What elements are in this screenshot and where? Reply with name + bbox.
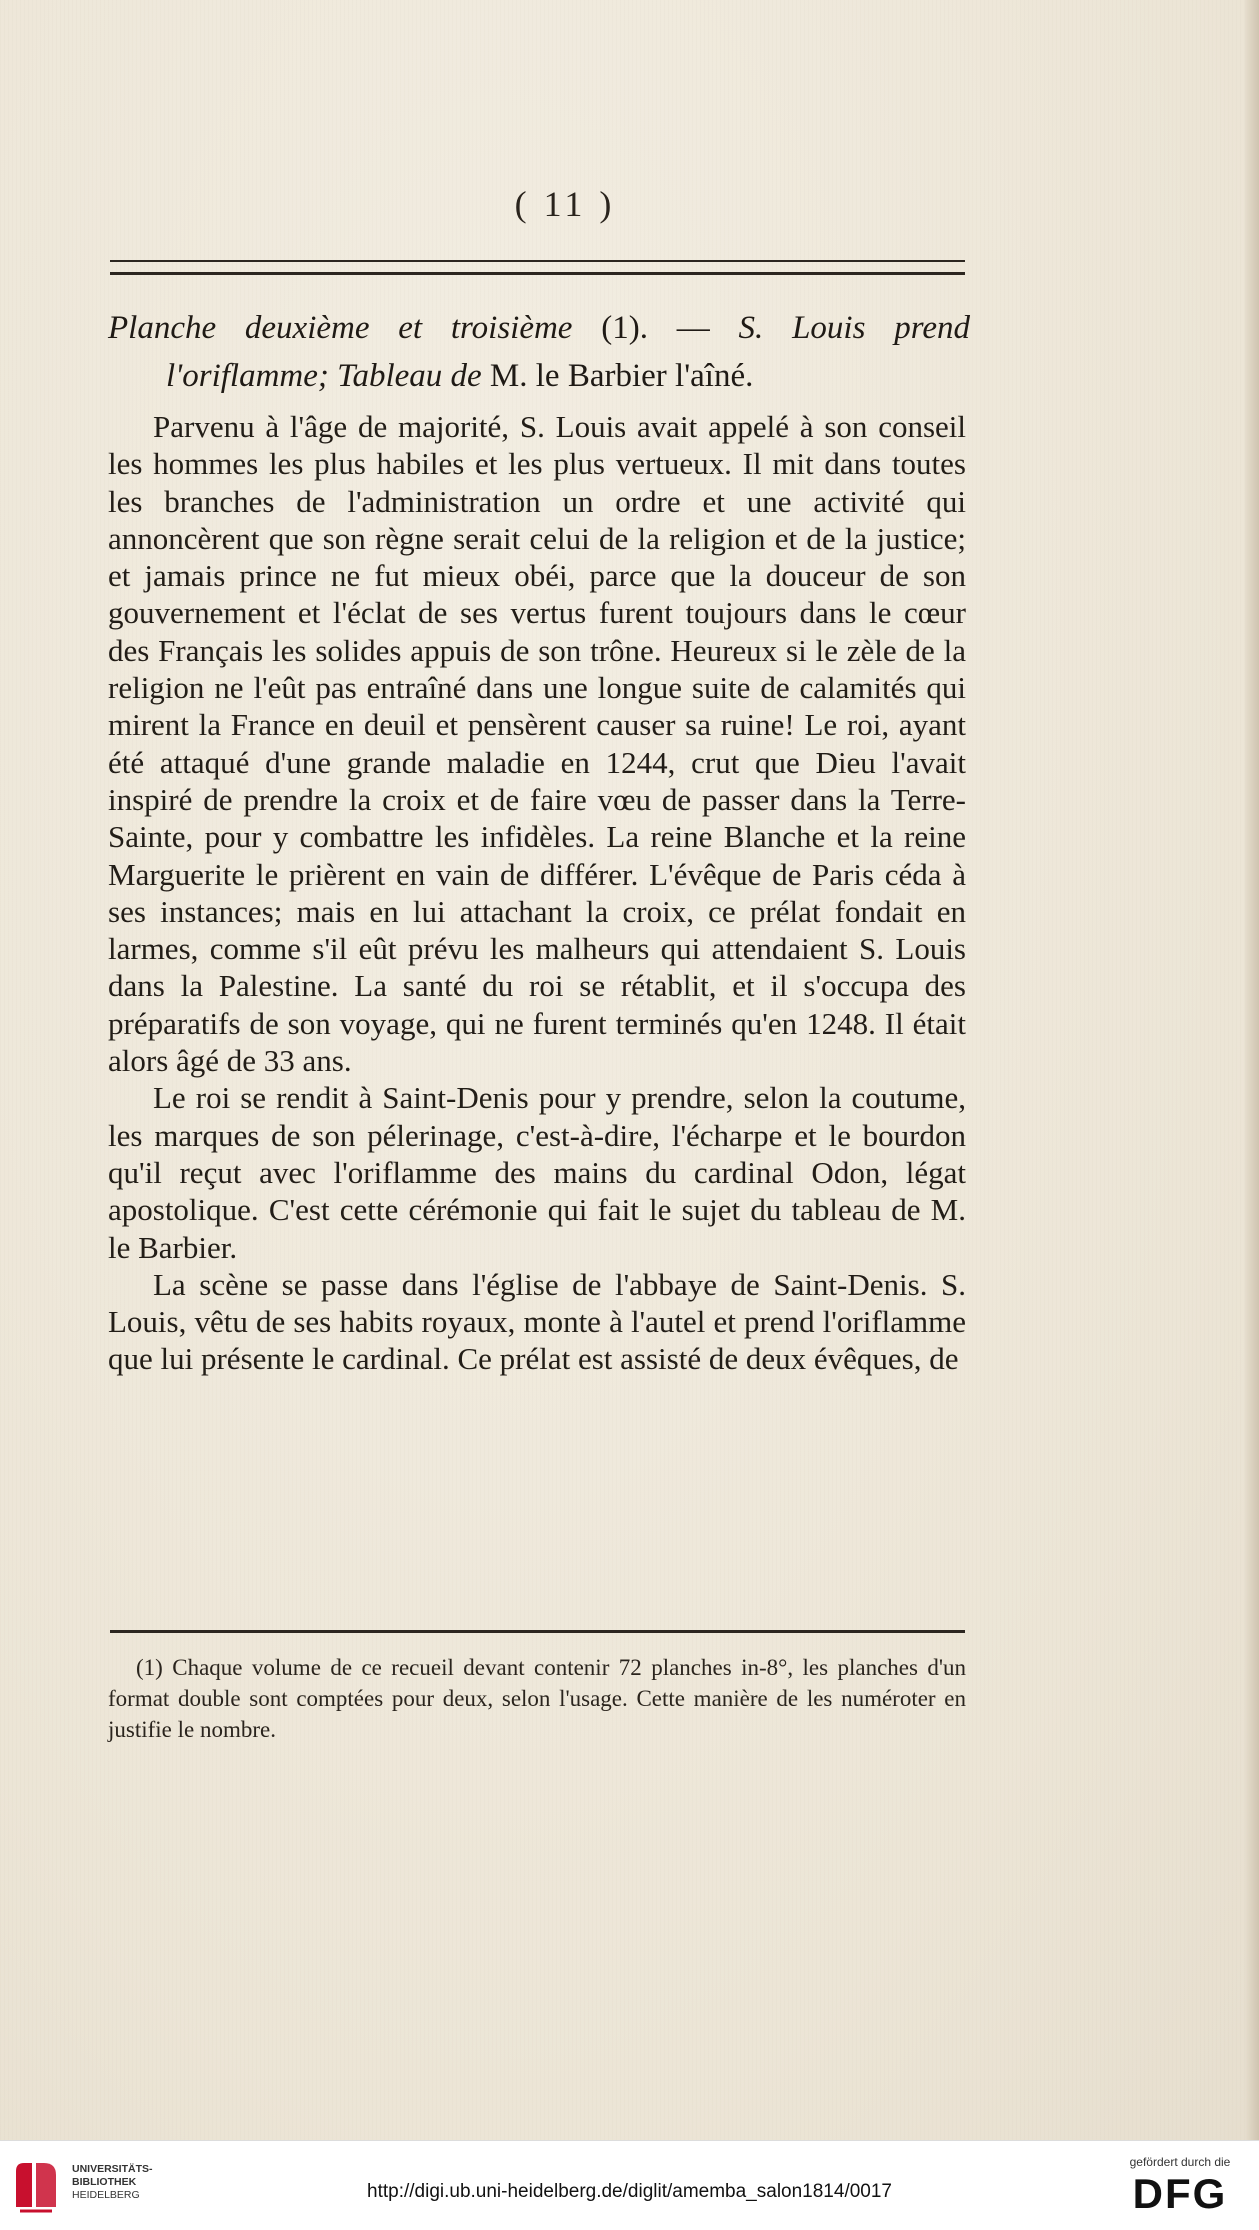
heading-plate-title: Planche deuxième et troisième	[108, 310, 573, 346]
footnote-text: (1) Chaque volume de ce recueil devant contenir 72 planches in-8°, les planches d'un format double sont comptées pour deux, selon l'usage. Cette manière de les numéroter en justifie le nombre.	[108, 1655, 966, 1742]
paragraph: La scène se passe dans l'église de l'abbaye de Saint-Denis. S. Louis, vêtu de ses habits royaux, monte à l'autel et prend l'oriflamme que lui présente le cardinal. Ce prélat est assisté de deux évêques, de	[108, 1266, 966, 1377]
header-double-rule	[110, 260, 965, 275]
footnote-rule	[110, 1630, 965, 1633]
page-edge-shadow	[1245, 0, 1259, 2140]
heading-artist: M. le Barbier l'aîné.	[481, 358, 754, 394]
footnote	[108, 1652, 966, 1745]
library-name-line: HEIDELBERG	[72, 2189, 140, 2201]
dfg-logo: DFG	[1132, 2170, 1228, 2217]
heading-footnote-ref: (1). —	[572, 310, 739, 346]
dfg-sponsor[interactable]	[1115, 2155, 1245, 2217]
heading-subject: S. Louis prend	[738, 310, 970, 346]
paragraph: Le roi se rendit à Saint-Denis pour y prendre, selon la coutume, les marques de son pélerinage, c'est-à-dire, l'écharpe et le bourdon qu'il reçut avec l'oriflamme des mains du cardinal Odon, légat apostolique. C'est cette cérémonie qui fait le sujet du tableau de M. le Barbier.	[108, 1080, 966, 1265]
body-text	[108, 408, 966, 1378]
permalink-url[interactable]: http://digi.ub.uni-heidelberg.de/diglit/amemba_salon1814/0017	[367, 2181, 892, 2202]
section-heading	[108, 304, 970, 400]
sponsor-label: gefördert durch die	[1129, 2155, 1231, 2169]
heading-line-2	[108, 352, 970, 400]
heading-line-1	[108, 304, 970, 352]
page-number: ( 11 )	[514, 184, 616, 224]
viewer-footer	[0, 2140, 1259, 2230]
library-name-line: BIBLIOTHEK	[72, 2176, 137, 2188]
heading-painting: l'oriflamme; Tableau de	[166, 358, 482, 394]
library-name-line: UNIVERSITÄTS-	[72, 2163, 153, 2175]
paragraph: Parvenu à l'âge de majorité, S. Louis avait appelé à son conseil les hommes les plus habiles et les plus vertueux. Il mit dans toutes les branches de l'administration un ordre et une activité qui annoncèrent que son règne serait celui de la religion et de la justice; et jamais prince ne fut mieux obéi, parce que la douceur de son gouvernement et l'éclat de ses vertus furent toujours dans le cœur des Français les solides appuis de son trône. Heureux si le zèle de la religion ne l'eût pas entraîné dans une longue suite de calamités qui mirent la France en deuil et pensèrent causer sa ruine! Le roi, ayant été attaqué d'une grande maladie en 1244, crut que Dieu l'avait inspiré de prendre la croix et de faire vœu de passer dans la Terre-Sainte, pour y combattre les infidèles. La reine Blanche et la reine Marguerite le prièrent en vain de différer. L'évêque de Paris céda à ses instances; mais en lui attachant la croix, ce prélat fondait en larmes, comme s'il eût prévu les malheurs qui attendaient S. Louis dans la Palestine. La santé du roi se rétablit, et il s'occupa des préparatifs de son voyage, qui ne furent terminés qu'en 1248. Il était alors âgé de 33 ans.	[108, 409, 966, 1079]
